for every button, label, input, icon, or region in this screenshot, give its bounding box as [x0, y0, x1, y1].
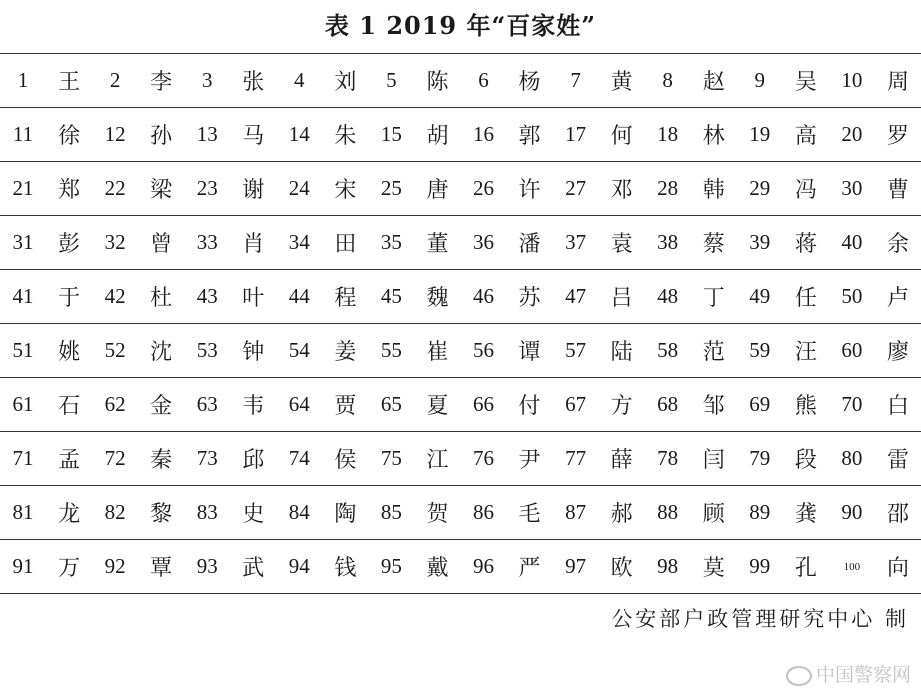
surname-cell: 潘 [507, 216, 553, 270]
rank-number: 87 [553, 486, 599, 540]
rank-number: 85 [368, 486, 414, 540]
surname-cell: 程 [322, 270, 368, 324]
surname-cell: 向 [875, 540, 921, 594]
surname-cell: 林 [691, 108, 737, 162]
surname-cell: 江 [414, 432, 460, 486]
rank-number: 48 [645, 270, 691, 324]
surname-cell: 武 [230, 540, 276, 594]
weibo-icon [786, 666, 812, 686]
surname-table-container [0, 53, 921, 594]
surname-cell: 蒋 [783, 216, 829, 270]
table-row [0, 324, 921, 378]
surname-cell: 白 [875, 378, 921, 432]
rank-number: 47 [553, 270, 599, 324]
surname-cell: 韦 [230, 378, 276, 432]
surname-cell: 梁 [138, 162, 184, 216]
surname-cell: 王 [46, 54, 92, 108]
surname-cell: 郑 [46, 162, 92, 216]
surname-cell: 吕 [599, 270, 645, 324]
surname-cell: 李 [138, 54, 184, 108]
rank-number: 76 [460, 432, 506, 486]
rank-number: 52 [92, 324, 138, 378]
surname-cell: 薛 [599, 432, 645, 486]
rank-number: 90 [829, 486, 875, 540]
surname-cell: 肖 [230, 216, 276, 270]
surname-cell: 莫 [691, 540, 737, 594]
rank-number: 22 [92, 162, 138, 216]
rank-number: 78 [645, 432, 691, 486]
surname-cell: 姜 [322, 324, 368, 378]
rank-number: 94 [276, 540, 322, 594]
rank-number: 12 [92, 108, 138, 162]
surname-cell: 毛 [507, 486, 553, 540]
rank-number: 64 [276, 378, 322, 432]
surname-cell: 曹 [875, 162, 921, 216]
rank-number: 58 [645, 324, 691, 378]
surname-cell: 范 [691, 324, 737, 378]
surname-cell: 覃 [138, 540, 184, 594]
rank-number: 11 [0, 108, 46, 162]
surname-cell: 冯 [783, 162, 829, 216]
surname-cell: 贾 [322, 378, 368, 432]
table-row [0, 54, 921, 108]
rank-number: 9 [737, 54, 783, 108]
surname-cell: 金 [138, 378, 184, 432]
table-row [0, 432, 921, 486]
surname-cell: 方 [599, 378, 645, 432]
surname-cell: 唐 [414, 162, 460, 216]
rank-number: 21 [0, 162, 46, 216]
surname-cell: 钱 [322, 540, 368, 594]
surname-cell: 姚 [46, 324, 92, 378]
surname-cell: 苏 [507, 270, 553, 324]
surname-cell: 黎 [138, 486, 184, 540]
rank-number: 46 [460, 270, 506, 324]
rank-number: 24 [276, 162, 322, 216]
surname-cell: 朱 [322, 108, 368, 162]
rank-number: 49 [737, 270, 783, 324]
surname-cell: 顾 [691, 486, 737, 540]
surname-cell: 贺 [414, 486, 460, 540]
surname-cell: 龙 [46, 486, 92, 540]
rank-number: 4 [276, 54, 322, 108]
rank-number: 91 [0, 540, 46, 594]
surname-cell: 高 [783, 108, 829, 162]
surname-cell: 邵 [875, 486, 921, 540]
surname-cell: 严 [507, 540, 553, 594]
surname-cell: 许 [507, 162, 553, 216]
rank-number: 29 [737, 162, 783, 216]
rank-number: 83 [184, 486, 230, 540]
rank-number: 19 [737, 108, 783, 162]
surname-cell: 任 [783, 270, 829, 324]
rank-number: 40 [829, 216, 875, 270]
rank-number: 63 [184, 378, 230, 432]
surname-cell: 何 [599, 108, 645, 162]
rank-number: 31 [0, 216, 46, 270]
rank-number: 59 [737, 324, 783, 378]
rank-number: 13 [184, 108, 230, 162]
surname-cell: 夏 [414, 378, 460, 432]
rank-number: 72 [92, 432, 138, 486]
surname-cell: 罗 [875, 108, 921, 162]
surname-cell: 付 [507, 378, 553, 432]
rank-number: 50 [829, 270, 875, 324]
rank-number: 73 [184, 432, 230, 486]
rank-number: 98 [645, 540, 691, 594]
rank-number: 23 [184, 162, 230, 216]
table-row [0, 540, 921, 594]
table-row [0, 162, 921, 216]
rank-number: 71 [0, 432, 46, 486]
rank-number: 81 [0, 486, 46, 540]
table-title: 表 1 2019 年“百家姓” [324, 11, 597, 40]
rank-number: 86 [460, 486, 506, 540]
source-credit: 公安部户政管理研究中心 制 [611, 607, 909, 631]
surname-cell: 谢 [230, 162, 276, 216]
rank-number: 35 [368, 216, 414, 270]
rank-number: 100 [829, 540, 875, 594]
surname-cell: 黄 [599, 54, 645, 108]
rank-number: 65 [368, 378, 414, 432]
rank-number: 60 [829, 324, 875, 378]
surname-cell: 郝 [599, 486, 645, 540]
rank-number: 1 [0, 54, 46, 108]
rank-number: 27 [553, 162, 599, 216]
surname-cell: 段 [783, 432, 829, 486]
surname-cell: 周 [875, 54, 921, 108]
rank-number: 5 [368, 54, 414, 108]
surname-cell: 董 [414, 216, 460, 270]
surname-cell: 钟 [230, 324, 276, 378]
rank-number: 20 [829, 108, 875, 162]
rank-number: 32 [92, 216, 138, 270]
surname-cell: 邓 [599, 162, 645, 216]
surname-cell: 汪 [783, 324, 829, 378]
rank-number: 80 [829, 432, 875, 486]
surname-cell: 熊 [783, 378, 829, 432]
surname-cell: 杨 [507, 54, 553, 108]
rank-number: 54 [276, 324, 322, 378]
surname-cell: 刘 [322, 54, 368, 108]
surname-cell: 邱 [230, 432, 276, 486]
surname-cell: 曾 [138, 216, 184, 270]
rank-number: 30 [829, 162, 875, 216]
rank-number: 53 [184, 324, 230, 378]
rank-number: 55 [368, 324, 414, 378]
surname-cell: 邹 [691, 378, 737, 432]
table-row [0, 270, 921, 324]
surname-cell: 田 [322, 216, 368, 270]
rank-number: 25 [368, 162, 414, 216]
rank-number: 75 [368, 432, 414, 486]
surname-cell: 廖 [875, 324, 921, 378]
rank-number: 93 [184, 540, 230, 594]
watermark [786, 660, 911, 687]
rank-number: 57 [553, 324, 599, 378]
rank-number: 8 [645, 54, 691, 108]
surname-table-body [0, 54, 921, 594]
surname-cell: 丁 [691, 270, 737, 324]
surname-cell: 袁 [599, 216, 645, 270]
surname-cell: 万 [46, 540, 92, 594]
surname-cell: 雷 [875, 432, 921, 486]
rank-number: 41 [0, 270, 46, 324]
rank-number: 17 [553, 108, 599, 162]
rank-number: 2 [92, 54, 138, 108]
rank-number: 77 [553, 432, 599, 486]
rank-number: 43 [184, 270, 230, 324]
rank-number: 89 [737, 486, 783, 540]
rank-number: 6 [460, 54, 506, 108]
rank-number: 79 [737, 432, 783, 486]
surname-cell: 秦 [138, 432, 184, 486]
surname-cell: 史 [230, 486, 276, 540]
surname-cell: 戴 [414, 540, 460, 594]
surname-cell: 蔡 [691, 216, 737, 270]
rank-number: 68 [645, 378, 691, 432]
rank-number: 26 [460, 162, 506, 216]
surname-cell: 宋 [322, 162, 368, 216]
rank-number: 74 [276, 432, 322, 486]
watermark-text: 中国警察网 [815, 664, 911, 686]
rank-number: 82 [92, 486, 138, 540]
rank-number: 39 [737, 216, 783, 270]
surname-cell: 胡 [414, 108, 460, 162]
surname-cell: 龚 [783, 486, 829, 540]
rank-number: 62 [92, 378, 138, 432]
table-row [0, 486, 921, 540]
surname-cell: 吴 [783, 54, 829, 108]
rank-number: 45 [368, 270, 414, 324]
table-row [0, 378, 921, 432]
surname-cell: 孟 [46, 432, 92, 486]
rank-number: 37 [553, 216, 599, 270]
surname-cell: 余 [875, 216, 921, 270]
table-row [0, 216, 921, 270]
surname-cell: 魏 [414, 270, 460, 324]
surname-cell: 孙 [138, 108, 184, 162]
rank-number: 84 [276, 486, 322, 540]
surname-cell: 彭 [46, 216, 92, 270]
rank-number: 28 [645, 162, 691, 216]
surname-cell: 尹 [507, 432, 553, 486]
table-row [0, 108, 921, 162]
rank-number: 97 [553, 540, 599, 594]
surname-cell: 孔 [783, 540, 829, 594]
surname-table [0, 53, 921, 594]
surname-cell: 马 [230, 108, 276, 162]
surname-cell: 韩 [691, 162, 737, 216]
rank-number: 88 [645, 486, 691, 540]
surname-cell: 于 [46, 270, 92, 324]
rank-number: 95 [368, 540, 414, 594]
surname-cell: 陆 [599, 324, 645, 378]
surname-cell: 陶 [322, 486, 368, 540]
rank-number: 7 [553, 54, 599, 108]
rank-number: 33 [184, 216, 230, 270]
rank-number: 10 [829, 54, 875, 108]
rank-number: 15 [368, 108, 414, 162]
surname-cell: 徐 [46, 108, 92, 162]
rank-number: 66 [460, 378, 506, 432]
surname-cell: 卢 [875, 270, 921, 324]
rank-number: 99 [737, 540, 783, 594]
surname-cell: 沈 [138, 324, 184, 378]
rank-number: 18 [645, 108, 691, 162]
surname-cell: 赵 [691, 54, 737, 108]
rank-number: 36 [460, 216, 506, 270]
surname-cell: 叶 [230, 270, 276, 324]
rank-number: 44 [276, 270, 322, 324]
rank-number: 3 [184, 54, 230, 108]
rank-number: 16 [460, 108, 506, 162]
rank-number: 42 [92, 270, 138, 324]
rank-number: 67 [553, 378, 599, 432]
surname-cell: 石 [46, 378, 92, 432]
rank-number: 51 [0, 324, 46, 378]
surname-cell: 谭 [507, 324, 553, 378]
rank-number: 92 [92, 540, 138, 594]
surname-cell: 郭 [507, 108, 553, 162]
rank-number: 70 [829, 378, 875, 432]
rank-number: 61 [0, 378, 46, 432]
rank-number: 69 [737, 378, 783, 432]
surname-cell: 欧 [599, 540, 645, 594]
rank-number: 34 [276, 216, 322, 270]
surname-cell: 侯 [322, 432, 368, 486]
rank-number: 14 [276, 108, 322, 162]
rank-number: 56 [460, 324, 506, 378]
surname-cell: 闫 [691, 432, 737, 486]
surname-cell: 张 [230, 54, 276, 108]
rank-number: 96 [460, 540, 506, 594]
surname-cell: 陈 [414, 54, 460, 108]
surname-cell: 杜 [138, 270, 184, 324]
rank-number: 38 [645, 216, 691, 270]
surname-cell: 崔 [414, 324, 460, 378]
